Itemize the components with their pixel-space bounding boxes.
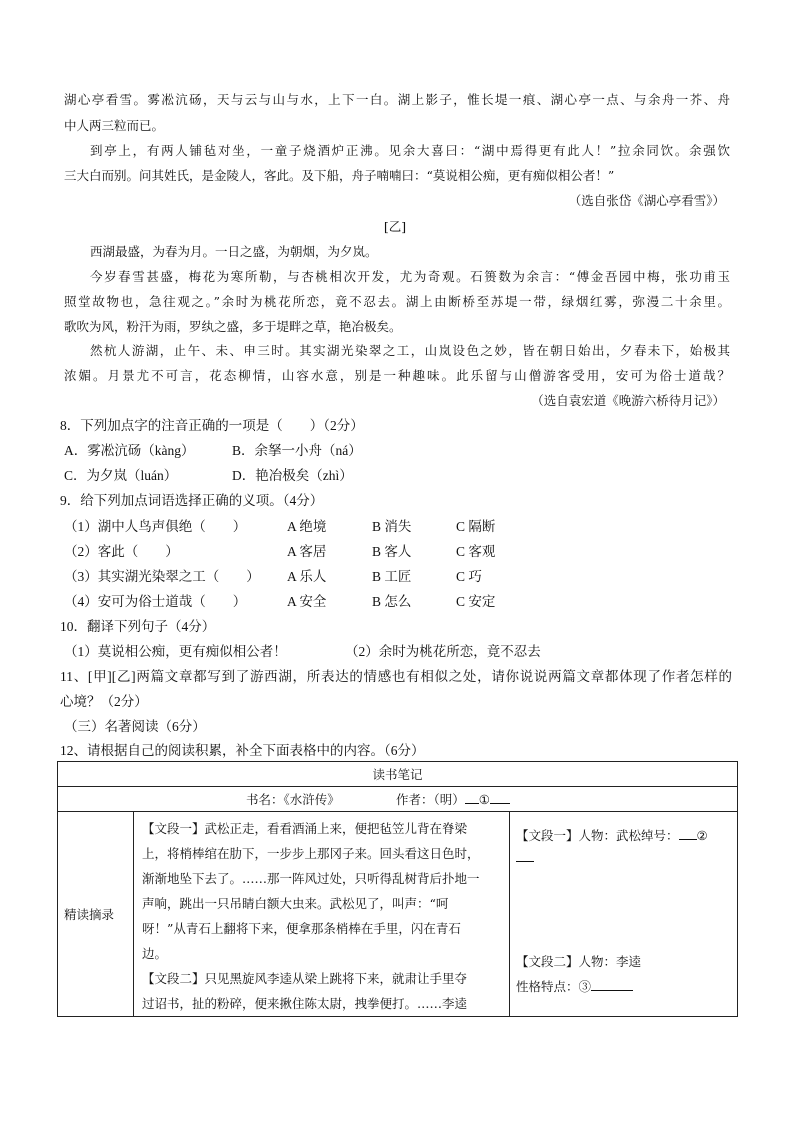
blank-marker: ③ bbox=[578, 979, 592, 994]
excerpt-line: 过诏书，扯的粉碎，便来揪住陈太尉，拽拳便打。……李逵 bbox=[142, 996, 468, 1011]
row-label: 精读摘录 bbox=[58, 812, 134, 1017]
question-10-sentence-2: （2）余时为桃花所恋，竟不忍去 bbox=[345, 644, 541, 659]
note-wusong bbox=[516, 826, 731, 844]
note-wusong-continuation bbox=[516, 850, 731, 865]
excerpt-line: 呀！”从青石上翻将下来，便拿那条梢棒在手里，闪在青石 bbox=[142, 921, 461, 936]
passage-b-heading: [乙] bbox=[383, 219, 407, 234]
question-9-choice-b: B 怎么 bbox=[372, 594, 412, 609]
excerpt-cell bbox=[134, 812, 510, 1017]
blank-marker: ② bbox=[696, 828, 708, 843]
blank-line bbox=[465, 803, 479, 804]
excerpt-line: 上，将梢棒绾在肋下，一步步上那冈子来。回头看这日色时， bbox=[142, 846, 480, 861]
excerpt-line: 边。 bbox=[142, 946, 168, 961]
table-title-row bbox=[58, 762, 738, 787]
passage-b-line: 今岁春雪甚盛，梅花为寒所勒，与杏桃相次开发，尤为奇观。石篑数为余言：“傅金吾园中梅，张功甫玉 bbox=[90, 269, 730, 284]
blank-line bbox=[679, 839, 697, 840]
note-wusong-label: 【文段一】人物：武松绰号： bbox=[516, 828, 679, 843]
question-9-choice-c: C 客观 bbox=[456, 544, 496, 559]
passage-a-source: （选自张岱《湖心亭看雪》） bbox=[568, 193, 725, 208]
passage-b-line: 然杭人游湖，止午、未、申三时。其实湖光染翠之工，山岚设色之妙，皆在朝日始出，夕春未下，始极其 bbox=[90, 343, 730, 358]
passage-a-line: 到亭上，有两人铺毡对坐，一童子烧酒炉正沸。见余大喜曰：“湖中焉得更有此人！”拉余同饮。余强饮 bbox=[90, 143, 730, 158]
question-9-item: （2）客此（ ） bbox=[64, 544, 179, 559]
question-9-choice-b: B 消失 bbox=[372, 519, 412, 534]
question-9-stem: 9．给下列加点词语选择正确的义项。（4分） bbox=[60, 493, 324, 508]
question-8-option-a: A．雾凇沆砀（kàng） bbox=[64, 443, 195, 458]
passage-b-line: 浓媚。月景尤不可言，花态柳情，山容水意，别是一种趣味。此乐留与山僧游客受用，安可为俗士道哉？ bbox=[64, 368, 730, 383]
excerpt-line: 渐渐地坠下去了。……那一阵风过处，只听得乱树背后扑地一 bbox=[142, 871, 480, 886]
question-8-option-d: D．艳冶极矣（zhì） bbox=[232, 468, 353, 483]
question-9-choice-a: A 客居 bbox=[287, 544, 327, 559]
passage-b-line: 照堂故物也，急往观之。”余时为桃花所恋，竟不忍去。湖上由断桥至苏堤一带，绿烟红雾，弥漫二十余里。 bbox=[64, 294, 730, 309]
excerpt-line: 【文段一】武松正走，看看酒涌上来，便把毡笠儿背在脊梁 bbox=[142, 821, 468, 836]
question-9-item: （3）其实湖光染翠之工（ ） bbox=[64, 569, 260, 584]
blank-line bbox=[490, 803, 510, 804]
reading-notes-table bbox=[57, 761, 738, 1017]
table-title: 读书笔记 bbox=[58, 762, 738, 787]
passage-b-source: （选自袁宏道《晚游六桥待月记》） bbox=[531, 393, 725, 408]
passage-b-line: 西湖最盛，为春为月。一日之盛，为朝烟，为夕岚。 bbox=[90, 244, 378, 259]
book-title-author: 书名：《水浒传》 作者：（明） bbox=[246, 792, 465, 807]
section-heading: （三）名著阅读（6分） bbox=[64, 719, 206, 734]
question-8-option-b: B．余拏一小舟（ná） bbox=[232, 443, 362, 458]
blank-line bbox=[591, 990, 633, 991]
passage-b-line: 歌吹为风，粉汗为雨，罗纨之盛，多于堤畔之草，艳冶极矣。 bbox=[64, 319, 402, 334]
question-9-choice-c: C 巧 bbox=[456, 569, 482, 584]
question-9-choice-a: A 乐人 bbox=[287, 569, 327, 584]
blank-marker: ① bbox=[478, 792, 490, 807]
passage-a-line: 中人两三粒而已。 bbox=[64, 118, 165, 133]
question-9-choice-b: B 客人 bbox=[372, 544, 412, 559]
table-book-info bbox=[58, 787, 738, 812]
question-8-option-c: C．为夕岚（luán） bbox=[64, 468, 178, 483]
note-likui-trait bbox=[516, 977, 633, 995]
passage-a-line: 三大白而别。问其姓氏，是金陵人，客此。及下船，舟子喃喃曰：“莫说相公痴，更有痴似相公者！” bbox=[64, 168, 615, 183]
question-11-text: 11、[甲][乙]两篇文章都写到了游西湖，所表达的情感也有相似之处，请你说说两篇文章都体现了作者怎样的 bbox=[60, 669, 732, 684]
question-9-choice-c: C 隔断 bbox=[456, 519, 496, 534]
question-9-item: （4）安可为俗士道哉（ ） bbox=[64, 594, 247, 609]
question-10-sentence-1: （1）莫说相公痴，更有痴似相公者！ bbox=[64, 644, 287, 659]
note-likui-person: 【文段二】人物：李逵 bbox=[516, 954, 642, 969]
question-9-choice-a: A 安全 bbox=[287, 594, 327, 609]
note-likui-trait-label: 性格特点： bbox=[516, 979, 579, 994]
notes-cell bbox=[510, 812, 738, 1017]
table-excerpt-row bbox=[58, 812, 738, 1017]
passage-a-line: 湖心亭看雪。雾凇沆砀，天与云与山与水，上下一白。湖上影子，惟长堤一痕、湖心亭一点、与余舟一芥、舟 bbox=[64, 92, 730, 107]
question-8-stem: 8．下列加点字的注音正确的一项是（ ）（2分） bbox=[60, 418, 364, 433]
excerpt-line: 声响，跳出一只吊睛白额大虫来。武松见了，叫声：“呵 bbox=[142, 896, 449, 911]
question-9-item: （1）湖中人鸟声俱绝（ ） bbox=[64, 519, 247, 534]
question-9-choice-a: A 绝境 bbox=[287, 519, 327, 534]
question-12-stem: 12、请根据自己的阅读积累，补全下面表格中的内容。（6分） bbox=[60, 743, 425, 758]
question-9-choice-c: C 安定 bbox=[456, 594, 496, 609]
question-9-choice-b: B 工匠 bbox=[372, 569, 412, 584]
question-10-stem: 10．翻译下列句子（4分） bbox=[60, 619, 216, 634]
excerpt-line: 【文段二】只见黑旋风李逵从梁上跳将下来，就肃让手里夺 bbox=[142, 971, 468, 986]
question-11-text: 心境？（2分） bbox=[60, 694, 148, 709]
table-book-row bbox=[58, 787, 738, 812]
blank-line bbox=[516, 861, 534, 862]
